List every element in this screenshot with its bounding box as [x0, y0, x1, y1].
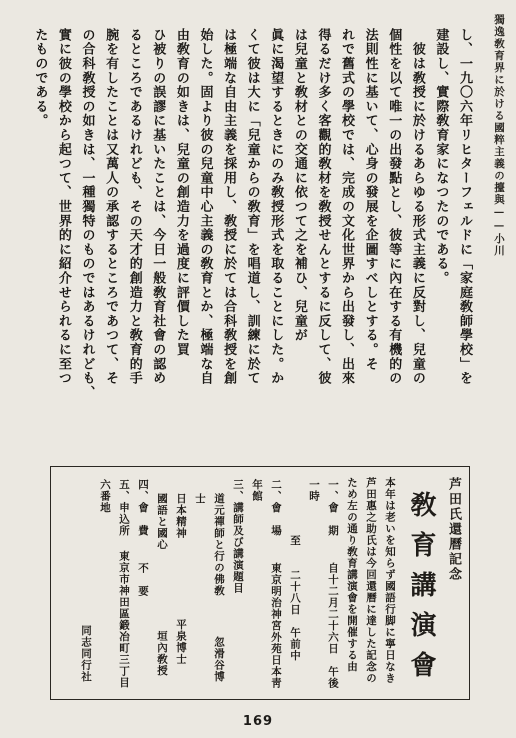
notice-lecture [152, 475, 171, 693]
item-value: 東京市神田區鍛冶町三丁目六番地 [99, 479, 130, 689]
lecture-title: 道元禪師と行の佛敎 [213, 493, 225, 597]
notice-small-heading: 芦田氏還曆記念 [446, 477, 461, 582]
item-label: 四、會 費 [137, 479, 149, 537]
body-text [32, 28, 476, 436]
body-line: 眞に渴望するときにのみ敎授形式を取ることにした。か [268, 28, 284, 386]
notice-lecture [190, 475, 228, 693]
page-number: 169 [242, 714, 274, 729]
lecture-title: 日本精神 [175, 493, 187, 539]
notice-item-lecturers [228, 475, 247, 693]
body-line: ひ被りの誤謬に基いたことは、今日一般敎育社會の認め [150, 28, 166, 386]
lecture-title: 國語と國心 [156, 493, 168, 551]
notice-item-date-end: 至 二十八日 午前中 [289, 535, 301, 662]
notice-item-date [304, 475, 342, 693]
body-line: 腕を有したことは又萬人の承認するところであつて、そ [103, 28, 119, 386]
body-line: 法則性に基いて、心身の發展を企圖すべしとする。そ [362, 28, 378, 372]
item-label: 一、會 期 [327, 479, 339, 537]
body-line: 實に彼の學校から起つて、世界的に紹介せられるに至つ [55, 28, 71, 386]
notice-title: 敎育講演會 [406, 491, 436, 691]
body-line: は兒童と敎材との交通に依つて之を補ひ、兒童が [291, 28, 307, 343]
notice-lecture [171, 475, 190, 693]
body-line: 建設し、實際敎育家になつたのである。 [433, 28, 449, 286]
body-line: 由敎育の如きは、兒童の創造力を過度に評價した買 [173, 28, 189, 357]
item-value: 不 要 [137, 562, 149, 597]
body-line: は極端な自由主義を採用し、敎授に於ては合科敎授を創 [221, 28, 237, 386]
body-line: 得るだけ多く客觀的敎材を敎授せんとするに反して、彼 [315, 28, 331, 386]
body-line: 始した。固より彼の兒童中心主義の敎育とか、極端な自 [197, 28, 213, 386]
item-label: 二、會 場 [270, 479, 282, 537]
item-label: 五、申込所 [118, 479, 130, 537]
item-value: 自十二月二十六日 午後一時 [308, 479, 339, 689]
lecturer-name: 忽滑谷博士 [194, 493, 225, 683]
item-label: 三、講師及び講演題目 [232, 479, 244, 594]
lecturer-name: 平泉博士 [175, 619, 187, 665]
body-line: 個性を以て唯一の出發點とし、彼等に內在する有機的の [386, 28, 402, 386]
lecture-notice-box [50, 466, 470, 700]
body-line: れで舊式の學校では、完成の文化世界から出發し、出來 [339, 28, 355, 386]
notice-content [57, 475, 463, 693]
body-line: くて彼は大に「兒童からの敎育」を唱道し、訓練に於て [244, 28, 260, 386]
body-line: し、一九〇六年リヒターフェルドに「家庭敎師學校」を [457, 28, 472, 386]
item-value: 東京明治神宮外苑日本靑年館 [251, 479, 282, 689]
body-line: るところであるけれども、その天才的創造力と敎育的手 [126, 28, 142, 386]
notice-signature: 同志同行社 [80, 625, 92, 683]
notice-intro: 本年は老いを知らず國語行脚に寧日なき芦田惠之助氏は今回還曆に達した記念のため左の通り敎育講演會を開催する由 [346, 477, 396, 684]
notice-item-fee [133, 475, 152, 693]
lecturer-name: 垣內敎授 [156, 630, 168, 677]
body-line: 彼は敎授に於けるあらゆる形式主義に反對し、兒童の [409, 28, 425, 386]
body-line: の合科敎授の如きは、一種獨特のものではあるけれども、 [79, 28, 95, 400]
notice-item-application [95, 475, 133, 693]
running-head: 獨逸敎育界に於ける國粹主義の擡與——小川 [493, 14, 505, 257]
body-line: たものである。 [32, 28, 48, 129]
notice-item-venue [247, 475, 285, 693]
